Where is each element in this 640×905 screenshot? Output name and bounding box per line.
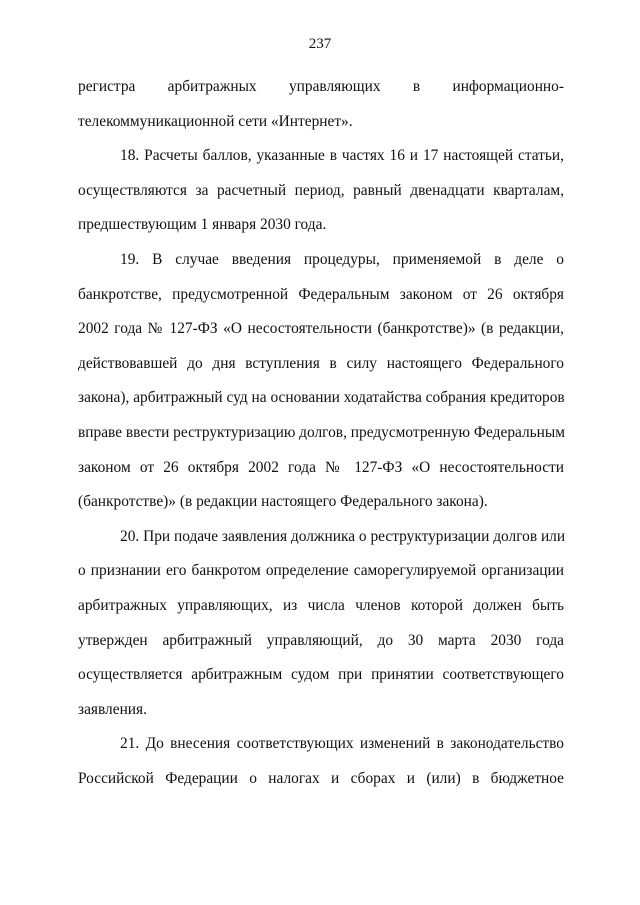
text-line: осуществляется арбитражным судом при принятии соответствующего xyxy=(78,666,564,684)
text-line: телекоммуникационной сети «Интернет». xyxy=(78,112,353,130)
text-line: предшествующим 1 января 2030 года. xyxy=(78,216,327,234)
text-line: законом от 26 октября 2002 года № 127-ФЗ «О несостоятельности xyxy=(78,458,564,476)
paragraph-19-start: 19. В случае введения процедуры, применяемой в деле о xyxy=(120,250,564,268)
text-line: действовавшей до дня вступления в силу настоящего Федерального xyxy=(78,354,564,372)
text-line: заявления. xyxy=(78,700,147,718)
page-number: 237 xyxy=(308,36,332,52)
text-line: (банкротстве)» (в редакции настоящего Федерального закона). xyxy=(78,493,488,511)
text-line: банкротстве, предусмотренной Федеральным законом от 26 октября xyxy=(78,285,564,303)
text-line: осуществляются за расчетный период, равный двенадцати кварталам, xyxy=(78,181,564,199)
text-line: вправе ввести реструктуризацию долгов, предусмотренную Федеральным xyxy=(78,423,565,441)
text-line: о признании его банкротом определение саморегулируемой организации xyxy=(78,562,564,580)
paragraph-21-start: 21. До внесения соответствующих изменений в законодательство xyxy=(120,735,564,753)
body-text xyxy=(78,76,564,802)
text-line: регистра арбитражных управляющих в информационно- xyxy=(78,78,564,95)
paragraph-20-start: 20. При подаче заявления должника о реструктуризации долгов или xyxy=(120,527,566,545)
paragraph-18-start: 18. Расчеты баллов, указанные в частях 16 и 17 настоящей статьи, xyxy=(120,147,564,165)
text-line: 2002 года № 127-ФЗ «О несостоятельности (банкротстве)» (в редакции, xyxy=(78,320,564,338)
text-line: закона), арбитражный суд на основании ходатайства собрания кредиторов xyxy=(78,389,565,407)
text-line: арбитражных управляющих, из числа членов которой должен быть xyxy=(78,596,564,614)
text-line: утвержден арбитражный управляющий, до 30 марта 2030 года xyxy=(78,631,564,649)
text-line: Российской Федерации о налогах и сборах и (или) в бюджетное xyxy=(78,769,564,787)
